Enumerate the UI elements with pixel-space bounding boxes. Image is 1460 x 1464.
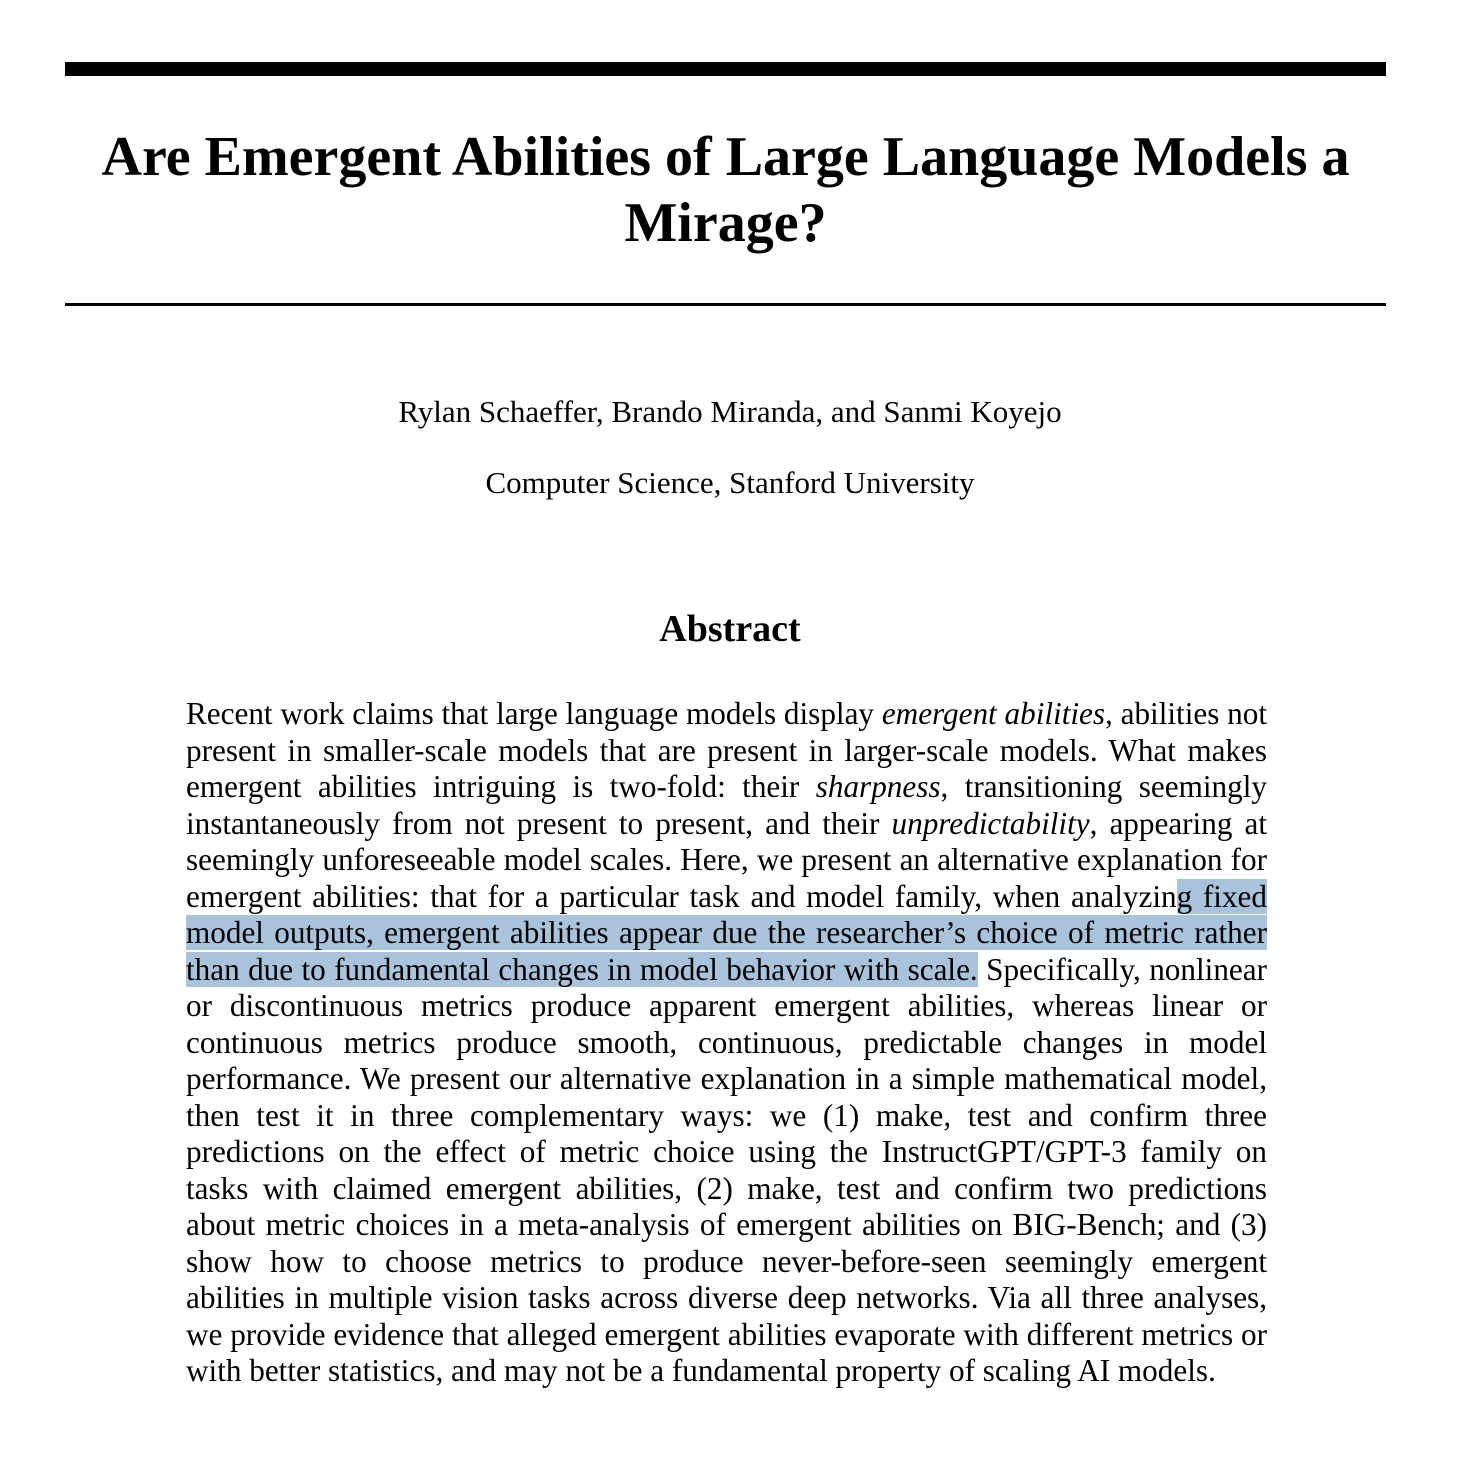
- abstract-text: , transitioning seemingly instantaneously from not present to present, and their: [186, 769, 1267, 841]
- abstract-text: , abilities not present in smaller-scale models that are present in larger-scale models. What makes emergent abilities intriguing is two-fold: their: [186, 696, 1268, 804]
- abstract-heading: Abstract: [659, 608, 801, 650]
- abstract-emphasis-unpredictability: unpredictability: [891, 805, 1090, 841]
- text-selection-highlight[interactable]: g fixed model outputs, emergent abilities appear due the researcher’s choice of metric rather than due to fundamental changes in model behavior with scale.: [186, 878, 1267, 987]
- abstract-text: , appearing at seemingly unforeseeable model scales. Here, we present an alternative explanation for emergent abilities: that for a particular task and model family, when analyzin: [186, 805, 1267, 914]
- abstract-emphasis-sharpness: sharpness: [815, 769, 941, 804]
- author-list: Rylan Schaeffer, Brando Miranda, and Sanmi Koyejo: [398, 394, 1062, 429]
- abstract-paragraph[interactable]: [186, 696, 1267, 1390]
- paper-title: Are Emergent Abilities of Large Language Models a Mirage?: [101, 126, 1350, 254]
- abstract-text: Recent work claims that large language models display: [186, 696, 882, 731]
- abstract-emphasis-emergent-abilities: emergent abilities: [881, 696, 1106, 731]
- title-top-rule: [65, 62, 1386, 76]
- title-bottom-rule: [65, 303, 1386, 306]
- author-affiliation: Computer Science, Stanford University: [485, 465, 975, 500]
- abstract-text: Specifically, nonlinear or discontinuous metrics produce apparent emergent abilities, whereas linear or continuous metrics produce smooth, continuous, predictable changes in model performance. We present our alternative explanation in a simple mathematical model, then test it in three complementary ways: we (1) make, test and confirm three predictions on the effect of metric choice using the InstructGPT/GPT-3 family on tasks with claimed emergent abilities, (2) make, test and confirm two predictions about metric choices in a meta-analysis of emergent abilities on BIG-Bench; and (3) show how to choose metrics to produce never-before-seen seemingly emergent abilities in multiple vision tasks across diverse deep networks. Via all three analyses, we provide evidence that alleged emergent abilities evaporate with different metrics or with better statistics, and may not be a fundamental property of scaling AI models.: [186, 951, 1267, 1388]
